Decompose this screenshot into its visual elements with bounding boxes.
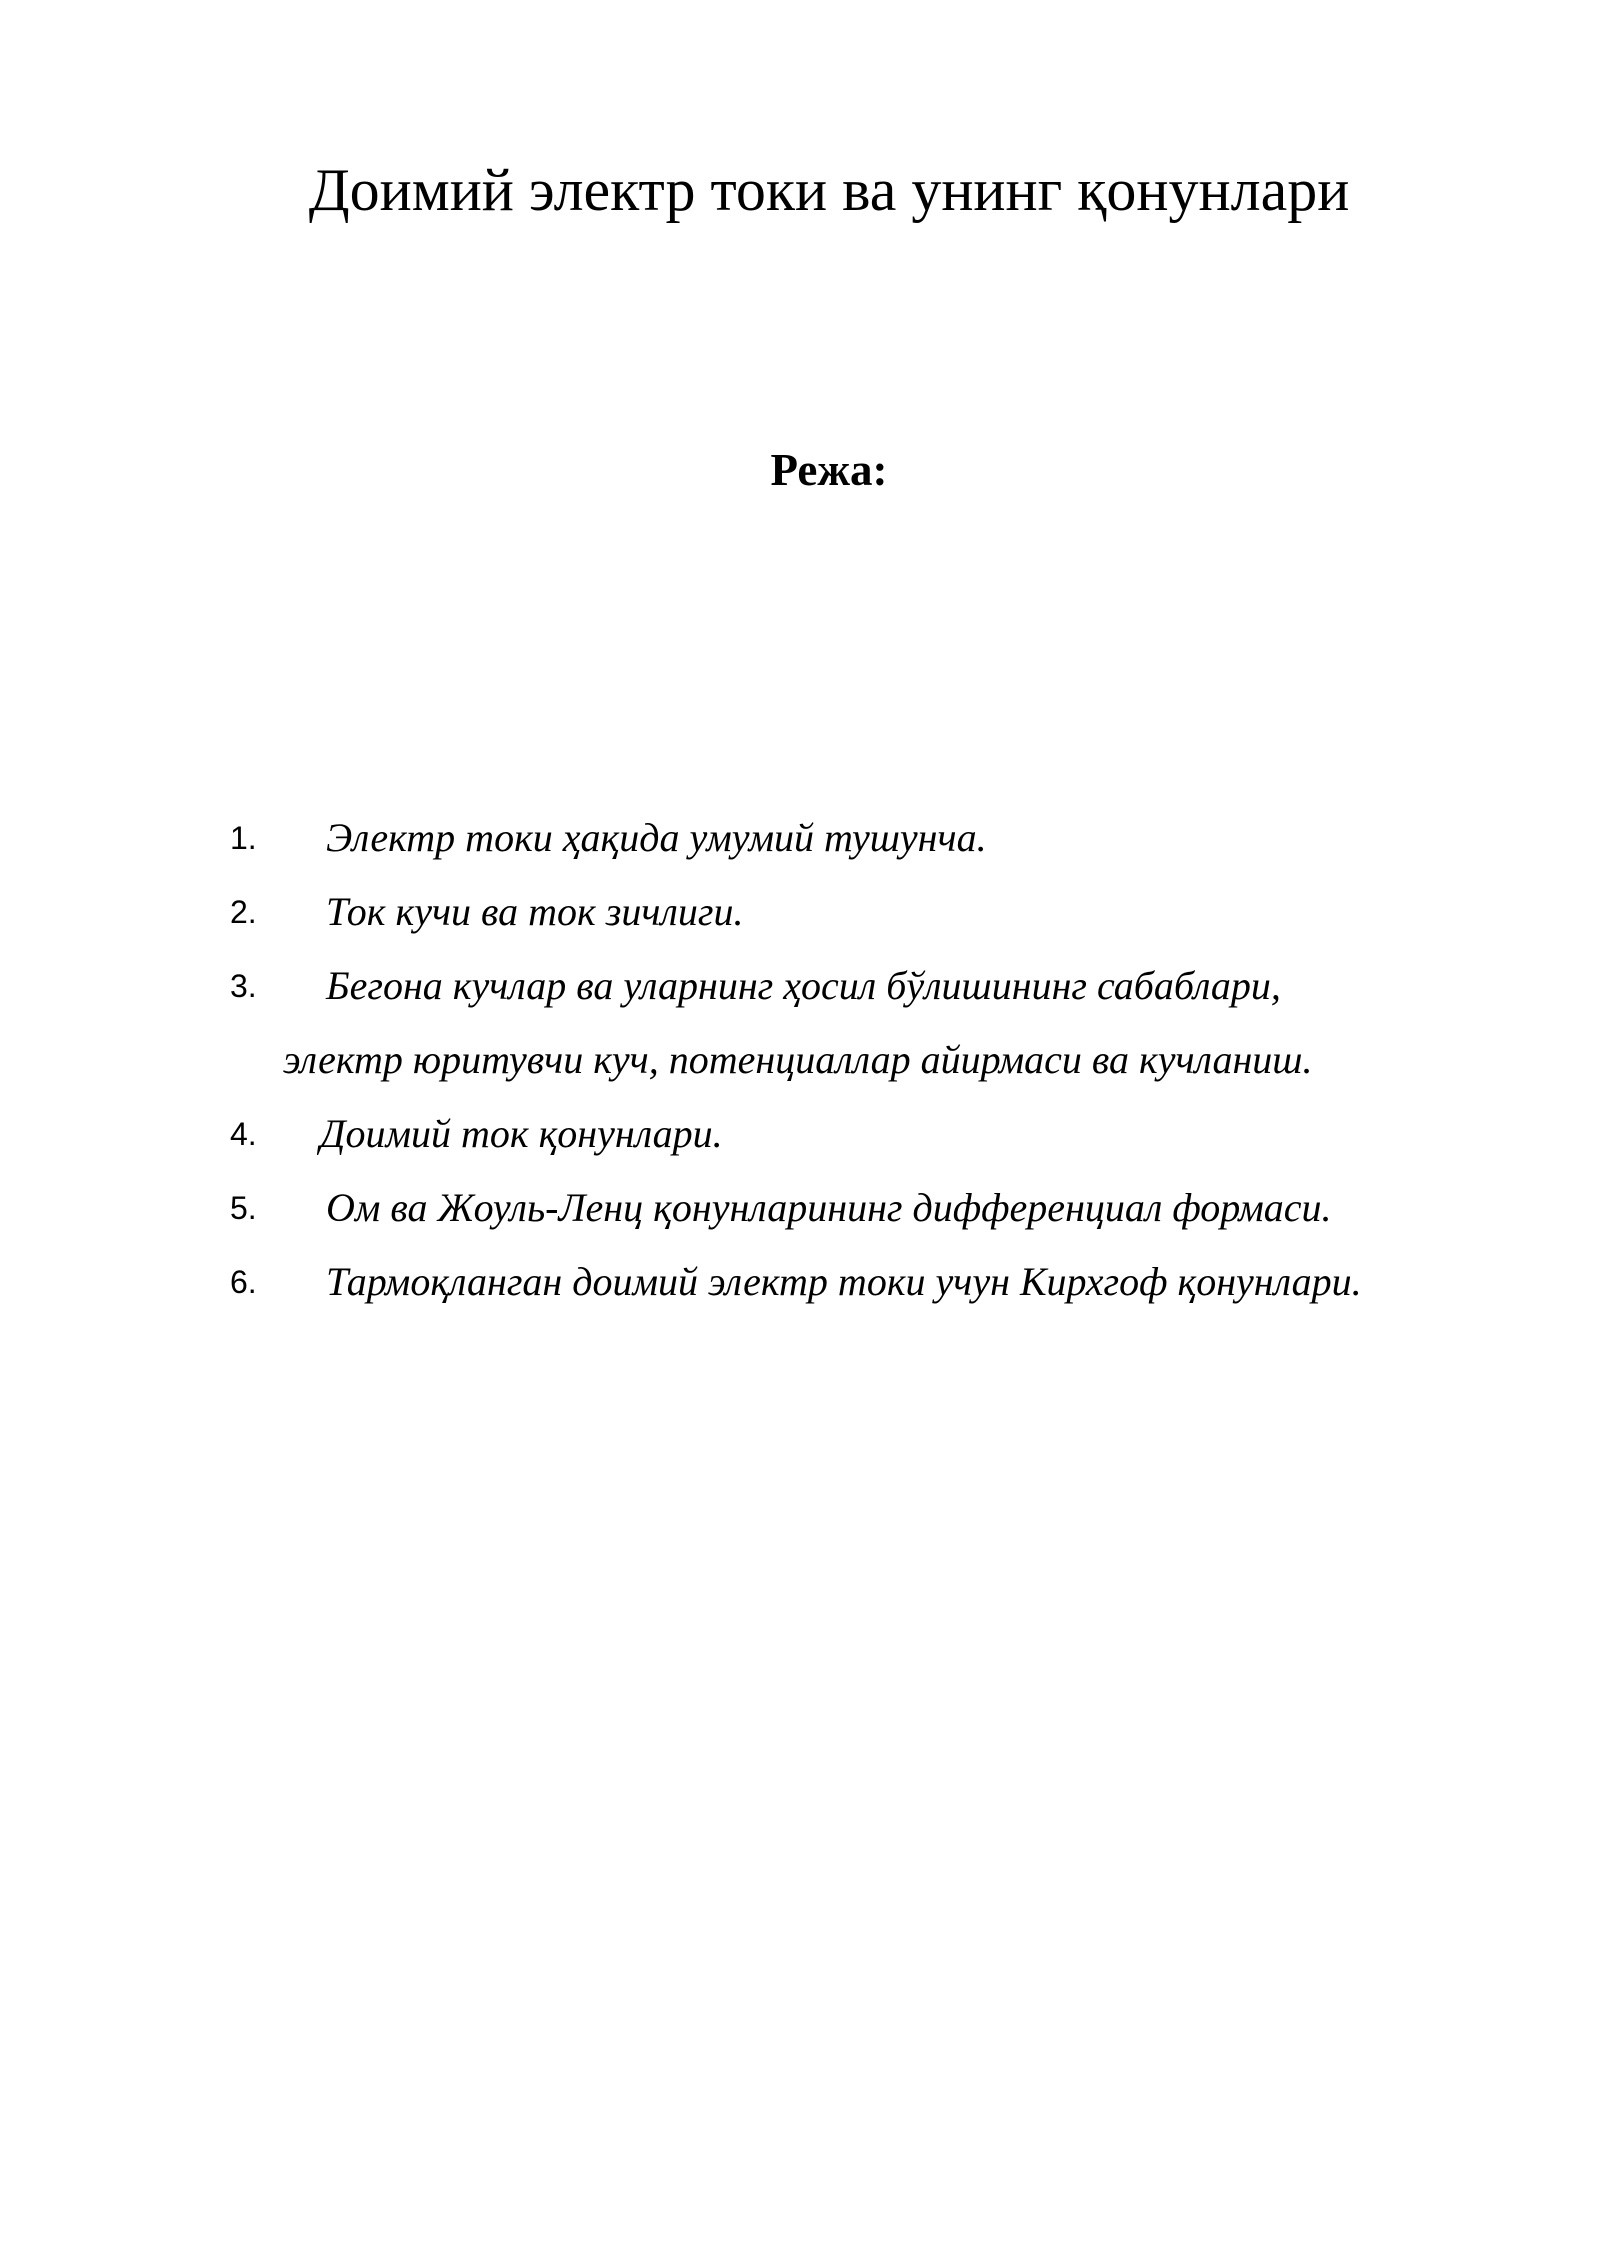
plan-item-6: [0, 1252, 1600, 1326]
plan-item-text: Бегона кучлар ва уларнинг ҳосил бўлишининг сабаблари,: [326, 963, 1281, 1008]
document-title: Доимий электр токи ва унинг қонунлари: [308, 157, 1350, 223]
plan-item-number: 2.: [230, 894, 257, 930]
plan-item-number: 6.: [230, 1264, 257, 1300]
plan-item-4: [0, 1104, 1600, 1178]
plan-heading: Режа:: [770, 445, 888, 495]
plan-item-number: 3.: [230, 968, 257, 1004]
plan-item-2: [0, 882, 1600, 956]
plan-item-number: 4.: [230, 1116, 257, 1152]
plan-item-text: Ток кучи ва ток зичлиги.: [326, 889, 744, 934]
plan-item-text: Ом ва Жоуль-Ленц қонунларининг дифференциал формаси.: [326, 1185, 1332, 1230]
plan-item-3-continuation: [0, 1030, 1600, 1104]
plan-item-number: 1.: [230, 820, 257, 856]
plan-item-text: Доимий ток қонунлари.: [320, 1111, 723, 1156]
plan-list: [0, 808, 1600, 1326]
plan-item-number: 5.: [230, 1190, 257, 1226]
plan-item-1: [0, 808, 1600, 882]
plan-item-text: электр юритувчи куч, потенциаллар айирмаси ва кучланиш.: [283, 1037, 1313, 1082]
plan-item-text: Электр токи ҳақида умумий тушунча.: [326, 815, 987, 860]
plan-item-3: [0, 956, 1600, 1030]
plan-item-5: [0, 1178, 1600, 1252]
plan-item-text: Тармоқланган доимий электр токи учун Кирхгоф қонунлари.: [326, 1259, 1362, 1304]
